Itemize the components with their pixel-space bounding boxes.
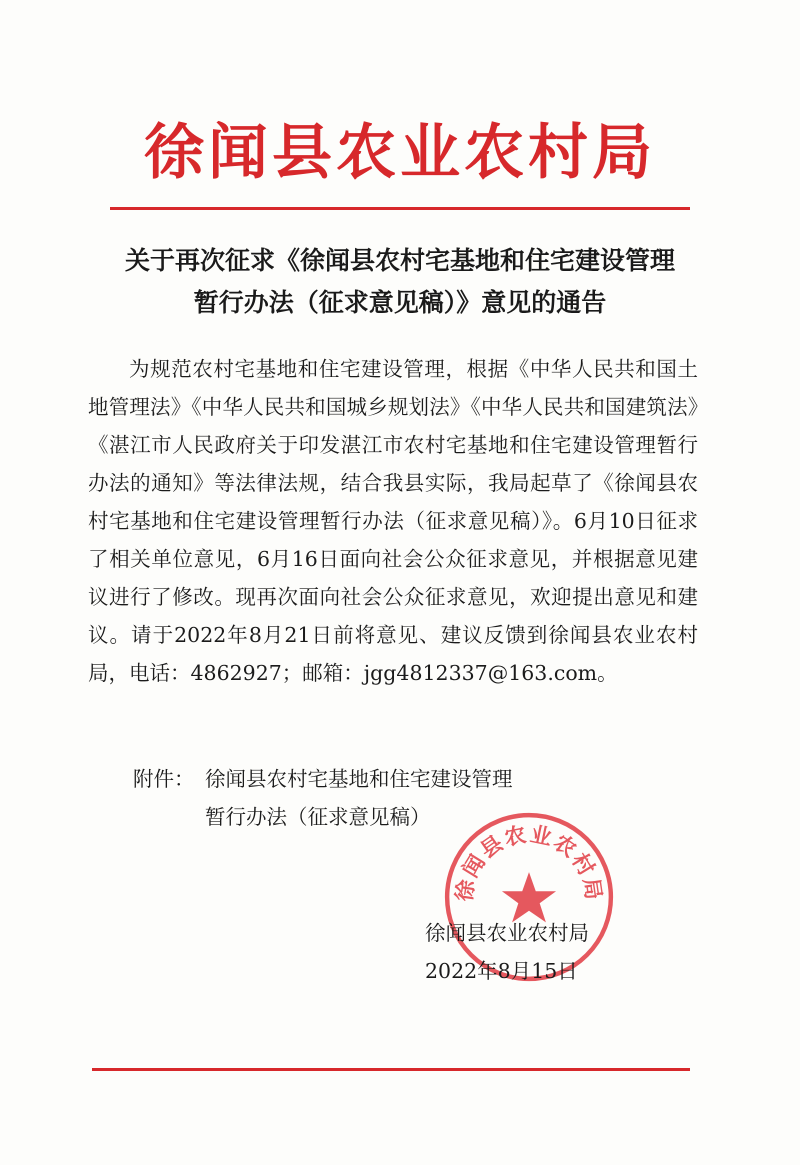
signature-date: 2022年8月15日 xyxy=(425,959,578,983)
header-divider xyxy=(110,207,690,210)
signature-organization: 徐闻县农业农村局 xyxy=(425,921,589,945)
seal-text: 徐闻县农业农村局 xyxy=(452,822,606,903)
agency-header: 徐闻县农业农村局 xyxy=(144,118,656,188)
attachment-line-1: 徐闻县农村宅基地和住宅建设管理 xyxy=(205,767,513,791)
notice-title-line-2: 暂行办法（征求意见稿）》意见的通告 xyxy=(193,288,607,317)
attachment-line-2: 暂行办法（征求意见稿） xyxy=(205,805,431,829)
notice-body: 为规范农村宅基地和住宅建设管理，根据《中华人民共和国土地管理法》《中华人民共和国城乡规划法》《中华人民共和国建筑法》《湛江市人民政府关于印发湛江市农村宅基地和住宅建设管理暂行办法的通知》等法律法规，结合我县实际，我局起草了《徐闻县农村宅基地和住宅建设管理暂行办法（征求意见稿）》。6月10日征求了相关单位意见，6月16日面向社会公众征求意见，并根据意见建议进行了修改。现再次面向社会公众征求意见，欢迎提出意见和建议。请于2022年8月21日前将意见、建议反馈到徐闻县农业农村局，电话：4862927；邮箱：jgg4812337@163.com。 xyxy=(88,357,698,685)
attachment-label: 附件： xyxy=(133,767,195,791)
notice-title-line-1: 关于再次征求《徐闻县农村宅基地和住宅建设管理 xyxy=(124,246,675,275)
footer-divider xyxy=(92,1068,690,1071)
